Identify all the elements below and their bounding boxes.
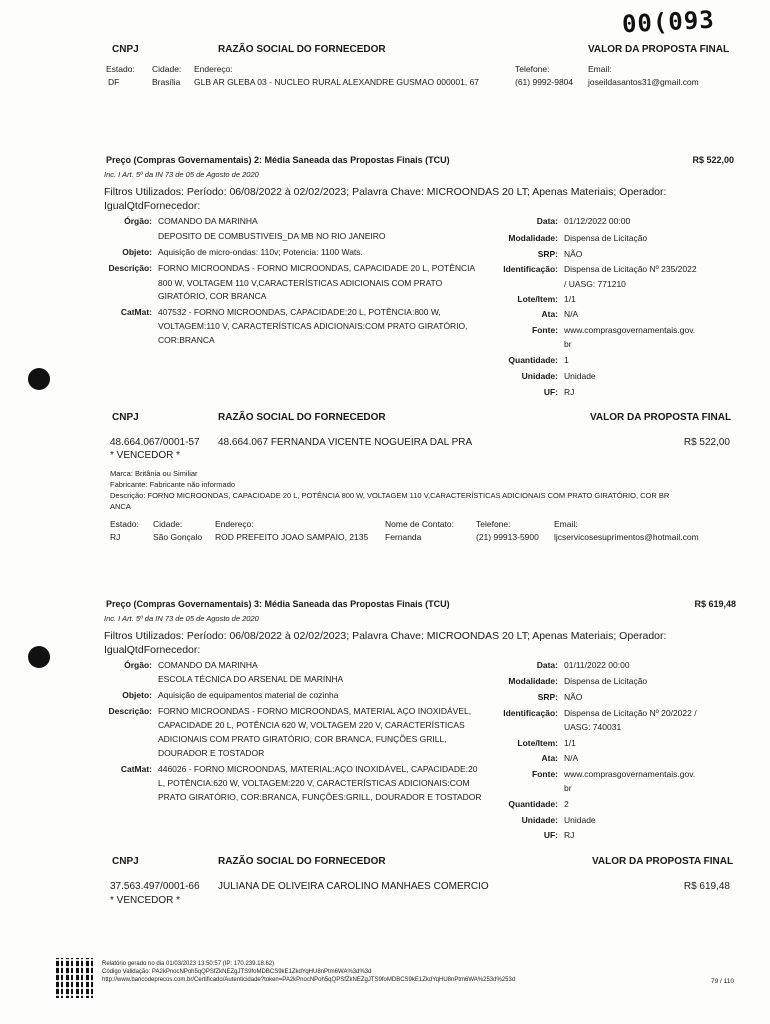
label-modalidade: Modalidade: xyxy=(508,233,558,243)
footer-validation-link[interactable]: http://www.bancodeprecos.com.br/Certificado/Autenticidade?token=PA2kPnocNPoh5qQPSfZkNEZgJTS9foMDBCS9kE1ZkdYqHU8nPtm6WA%253d%253d xyxy=(102,977,516,983)
price-3-title: Preço (Compras Governamentais) 3: Média Saneada das Propostas Finais (TCU) xyxy=(106,599,450,609)
value-srp: NÃO xyxy=(564,249,583,259)
value-email: joseildasantos31@gmail.com xyxy=(588,77,699,87)
price-3-filter-2: IgualQtdFornecedor: xyxy=(104,644,201,656)
value-orgao-1: COMANDO DA MARINHA xyxy=(158,216,258,226)
label-uf: UF: xyxy=(543,830,558,840)
label-email: Email: xyxy=(588,64,612,74)
label-quantidade: Quantidade: xyxy=(508,355,558,365)
label-telefone: Telefone: xyxy=(476,519,511,529)
label-lote: Lote/Item: xyxy=(517,738,558,748)
value-orgao-2: DEPOSITO DE COMBUSTIVEIS_DA MB NO RIO JANEIRO xyxy=(158,231,386,241)
value-srp: NÃO xyxy=(564,692,583,702)
label-orgao: Órgão: xyxy=(124,216,152,226)
value-contato: Fernanda xyxy=(385,532,422,542)
label-catmat: CatMat: xyxy=(120,764,152,774)
label-cidade: Cidade: xyxy=(152,64,182,74)
value-descricao-fornecedor-1: Descrição: FORNO MICROONDAS, CAPACIDADE 20 L, POTÊNCIA 800 W, VOLTAGEM 110 V,CARACTERÍSTICAS ADICIONAIS COM PRATO GIRATÓRIO, COR BR xyxy=(110,491,670,500)
header-valor-proposta: VALOR DA PROPOSTA FINAL xyxy=(590,412,732,423)
value-orgao-1: COMANDO DA MARINHA xyxy=(158,660,258,670)
value-uf: RJ xyxy=(564,830,575,840)
label-cidade: Cidade: xyxy=(153,519,183,529)
value-catmat-3: COR:BRANCA xyxy=(158,335,215,345)
value-quantidade: 2 xyxy=(564,799,569,809)
header-valor-proposta: VALOR DA PROPOSTA FINAL xyxy=(592,856,734,867)
value-marca: Marca: Britânia ou Similiar xyxy=(110,469,198,478)
value-cidade: Brasília xyxy=(152,77,181,87)
label-data: Data: xyxy=(536,216,558,226)
label-uf: UF: xyxy=(543,387,558,397)
value-orgao-2: ESCOLA TÉCNICA DO ARSENAL DE MARINHA xyxy=(158,674,344,684)
label-identificacao: Identificação: xyxy=(503,264,558,274)
value-fonte-2: br xyxy=(564,339,572,349)
punch-hole-icon xyxy=(28,368,50,390)
label-objeto: Objeto: xyxy=(122,690,152,700)
value-modalidade: Dispensa de Licitação xyxy=(564,676,648,686)
value-modalidade: Dispensa de Licitação xyxy=(564,233,648,243)
value-lote: 1/1 xyxy=(564,294,576,304)
value-catmat-2: L, POTÊNCIA:620 W, VOLTAGEM:220 V, CARACTERÍSTICAS ADICIONAIS:COM xyxy=(158,778,470,788)
value-fabricante: Fabricante: Fabricante não informado xyxy=(110,480,236,489)
value-catmat-2: VOLTAGEM:110 V, CARACTERÍSTICAS ADICIONAIS:COM PRATO GIRATÓRIO, xyxy=(158,321,468,331)
label-catmat: CatMat: xyxy=(120,307,152,317)
value-data: 01/12/2022 00:00 xyxy=(564,216,631,226)
value-razao-social: 48.664.067 FERNANDA VICENTE NOGUEIRA DAL PRA xyxy=(218,437,473,448)
price-2-inc: Inc. I Art. 5º da IN 73 de 05 de Agosto de 2020 xyxy=(104,170,259,179)
label-descricao: Descrição: xyxy=(108,263,152,273)
label-objeto: Objeto: xyxy=(122,247,152,257)
value-cnpj: 37.563.497/0001-66 xyxy=(110,881,200,892)
value-fonte-1: www.comprasgovernamentais.gov. xyxy=(564,769,696,779)
page-number: 79 / 110 xyxy=(710,978,734,985)
label-ata: Ata: xyxy=(541,753,558,763)
footer-validation-code: Código Validação: PA2kPnocNPoh5qQPSfZkNEZgJTS9foMDBCS9kE1ZkdYqHU8nPtm6WA%3d%3d xyxy=(102,969,372,975)
label-email: Email: xyxy=(554,519,578,529)
price-3-value: R$ 619,48 xyxy=(694,599,736,609)
value-email: ljcservicosesuprimentos@hotmail.com xyxy=(554,532,699,542)
label-data: Data: xyxy=(536,660,558,670)
price-3-inc: Inc. I Art. 5º da IN 73 de 05 de Agosto de 2020 xyxy=(104,614,259,623)
value-descricao-1: FORNO MICROONDAS - FORNO MICROONDAS, CAPACIDADE 20 L, POTÊNCIA xyxy=(158,263,476,273)
value-unidade: Unidade xyxy=(564,815,596,825)
value-identificacao-2: UASG: 740031 xyxy=(564,722,622,732)
value-descricao-4: DOURADOR E TOSTADOR xyxy=(158,748,265,758)
value-objeto: Aquisição de micro-ondas: 110v; Potencia: 1100 Wats. xyxy=(158,247,363,257)
value-uf: RJ xyxy=(564,387,575,397)
value-catmat-1: 446026 - FORNO MICROONDAS, MATERIAL:AÇO INOXIDÁVEL, CAPACIDADE:20 xyxy=(158,764,478,774)
header-cnpj: CNPJ xyxy=(112,412,139,423)
label-endereco: Endereço: xyxy=(215,519,254,529)
value-unidade: Unidade xyxy=(564,371,596,381)
value-descricao-2: 800 W, VOLTAGEM 110 V,CARACTERÍSTICAS ADICIONAIS COM PRATO xyxy=(158,278,443,288)
label-unidade: Unidade: xyxy=(521,815,558,825)
price-2-filter-2: IgualQtdFornecedor: xyxy=(104,200,201,212)
value-identificacao-1: Dispensa de Licitação Nº 235/2022 xyxy=(564,264,697,274)
value-endereco: ROD PREFEITO JOAO SAMPAIO, 2135 xyxy=(215,532,369,542)
header-valor-proposta: VALOR DA PROPOSTA FINAL xyxy=(588,44,730,55)
handwritten-page-number: 00(093 xyxy=(621,5,716,39)
header-cnpj: CNPJ xyxy=(112,856,139,867)
label-endereco: Endereço: xyxy=(194,64,233,74)
value-valor: R$ 619,48 xyxy=(683,881,730,892)
price-2-value: R$ 522,00 xyxy=(692,155,734,165)
value-cnpj: 48.664.067/0001-57 xyxy=(110,437,200,448)
value-descricao-3: ADICIONAIS COM PRATO GIRATÓRIO, COR BRANCA, FUNÇÕES GRILL, xyxy=(158,734,447,744)
label-estado: Estado: xyxy=(110,519,139,529)
label-quantidade: Quantidade: xyxy=(508,799,558,809)
value-descricao-1: FORNO MICROONDAS - FORNO MICROONDAS, MATERIAL AÇO INOXIDÁVEL, xyxy=(158,706,472,716)
value-ata: N/A xyxy=(564,309,579,319)
header-razao-social: RAZÃO SOCIAL DO FORNECEDOR xyxy=(218,44,386,55)
vencedor-badge: * VENCEDOR * xyxy=(110,450,181,461)
label-descricao: Descrição: xyxy=(108,706,152,716)
value-valor: R$ 522,00 xyxy=(683,437,730,448)
price-2-filter-1: Filtros Utilizados: Período: 06/08/2022 à 02/02/2023; Palavra Chave: MICROONDAS 20 LT; Apenas Materiais; Operador: xyxy=(104,186,667,198)
value-descricao-3: GIRATÓRIO, COR BRANCA xyxy=(158,291,267,301)
value-estado: RJ xyxy=(110,532,121,542)
qr-code-icon xyxy=(56,958,96,998)
header-razao-social: RAZÃO SOCIAL DO FORNECEDOR xyxy=(218,856,386,867)
price-2-title: Preço (Compras Governamentais) 2: Média Saneada das Propostas Finais (TCU) xyxy=(106,155,450,165)
value-quantidade: 1 xyxy=(564,355,569,365)
value-catmat-3: PRATO GIRATÓRIO, COR:BRANCA, FUNÇÕES:GRILL, DOURADOR E TOSTADOR xyxy=(158,792,482,802)
label-contato: Nome de Contato: xyxy=(385,519,454,529)
value-telefone: (61) 9992-9804 xyxy=(515,77,574,87)
label-fonte: Fonte: xyxy=(532,325,558,335)
value-objeto: Aquisição de equipamentos material de cozinha xyxy=(158,690,339,700)
footer-report-line: Relatório gerado no dia 01/03/2023 13:50:57 (IP: 170.239.18.62) xyxy=(102,961,275,967)
value-ata: N/A xyxy=(564,753,579,763)
punch-hole-icon xyxy=(28,646,50,668)
label-orgao: Órgão: xyxy=(124,660,152,670)
value-identificacao-2: / UASG: 771210 xyxy=(564,279,626,289)
value-descricao-2: CAPACIDADE 20 L, POTÊNCIA 620 W, VOLTAGEM 220 V, CARACTERÍSTICAS xyxy=(158,720,465,730)
value-razao-social: JULIANA DE OLIVEIRA CAROLINO MANHAES COMERCIO xyxy=(218,881,489,892)
value-lote: 1/1 xyxy=(564,738,576,748)
value-descricao-fornecedor-2: ANCA xyxy=(110,502,131,511)
label-unidade: Unidade: xyxy=(521,371,558,381)
value-catmat-1: 407532 - FORNO MICROONDAS, CAPACIDADE:20 L, POTÊNCIA:800 W, xyxy=(158,307,441,317)
label-srp: SRP: xyxy=(537,249,558,259)
vencedor-badge: * VENCEDOR * xyxy=(110,895,181,906)
label-lote: Lote/Item: xyxy=(517,294,558,304)
value-fonte-1: www.comprasgovernamentais.gov. xyxy=(564,325,696,335)
header-razao-social: RAZÃO SOCIAL DO FORNECEDOR xyxy=(218,412,386,423)
value-cidade: São Gonçalo xyxy=(153,532,203,542)
price-3-filter-1: Filtros Utilizados: Período: 06/08/2022 à 02/02/2023; Palavra Chave: MICROONDAS 20 LT; Apenas Materiais; Operador: xyxy=(104,630,667,642)
label-ata: Ata: xyxy=(541,309,558,319)
label-telefone: Telefone: xyxy=(515,64,550,74)
value-telefone: (21) 99913-5900 xyxy=(476,532,539,542)
value-fonte-2: br xyxy=(564,783,572,793)
value-endereco: GLB AR GLEBA 03 - NUCLEO RURAL ALEXANDRE GUSMAO 000001, 67 xyxy=(194,77,480,87)
label-srp: SRP: xyxy=(537,692,558,702)
value-data: 01/11/2022 00:00 xyxy=(564,660,630,670)
label-fonte: Fonte: xyxy=(532,769,558,779)
label-identificacao: Identificação: xyxy=(503,708,558,718)
value-identificacao-1: Dispensa de Licitação Nº 20/2022 / xyxy=(564,708,697,718)
header-cnpj: CNPJ xyxy=(112,44,139,55)
label-estado: Estado: xyxy=(106,64,135,74)
label-modalidade: Modalidade: xyxy=(508,676,558,686)
value-estado: DF xyxy=(108,77,120,87)
